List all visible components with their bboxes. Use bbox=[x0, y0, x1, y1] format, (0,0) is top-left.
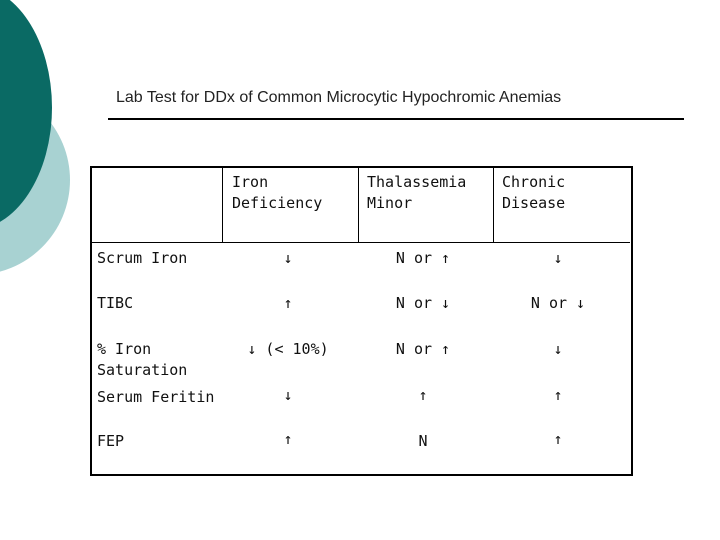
cell-fep-chronic: ↑ bbox=[553, 430, 563, 448]
cell-saturation-iron-deficiency: ↓ (< 10%) bbox=[247, 340, 329, 358]
title-underline bbox=[108, 118, 684, 120]
cell-scrum-iron-thalassemia: N or ↑ bbox=[395, 249, 451, 267]
row-label-fep: FEP bbox=[97, 432, 125, 450]
cell-feritin-iron-deficiency: ↓ bbox=[283, 386, 293, 404]
row-label-serum-feritin: Serum Feritin bbox=[97, 388, 215, 406]
table-divider-2 bbox=[358, 168, 359, 242]
row-label-scrum-iron: Scrum Iron bbox=[97, 249, 188, 267]
slide-title: Lab Test for DDx of Common Microcytic Hypochromic Anemias bbox=[116, 89, 562, 106]
cell-saturation-chronic: ↓ bbox=[553, 340, 563, 358]
cell-fep-iron-deficiency: ↑ bbox=[283, 430, 293, 448]
cell-tibc-thalassemia: N or ↓ bbox=[395, 294, 451, 312]
row-label-tibc: TIBC bbox=[97, 294, 134, 312]
cell-tibc-iron-deficiency: ↑ bbox=[283, 294, 293, 312]
table-divider-1 bbox=[222, 168, 223, 242]
cell-fep-thalassemia: N bbox=[418, 432, 428, 450]
cell-saturation-thalassemia: N or ↑ bbox=[395, 340, 451, 358]
cell-feritin-thalassemia: ↑ bbox=[418, 386, 428, 404]
table-divider-3 bbox=[493, 168, 494, 242]
header-iron-deficiency: Iron Deficiency bbox=[232, 173, 323, 212]
cell-tibc-chronic: N or ↓ bbox=[530, 294, 586, 312]
cell-scrum-iron-iron-deficiency: ↓ bbox=[283, 249, 293, 267]
table-header-divider bbox=[92, 242, 630, 243]
header-chronic-disease: Chronic Disease bbox=[502, 173, 566, 212]
cell-feritin-chronic: ↑ bbox=[553, 386, 563, 404]
row-label-iron-saturation: % Iron Saturation bbox=[97, 340, 188, 379]
cell-scrum-iron-chronic: ↓ bbox=[553, 249, 563, 267]
header-thalassemia-minor: Thalassemia Minor bbox=[367, 173, 467, 212]
